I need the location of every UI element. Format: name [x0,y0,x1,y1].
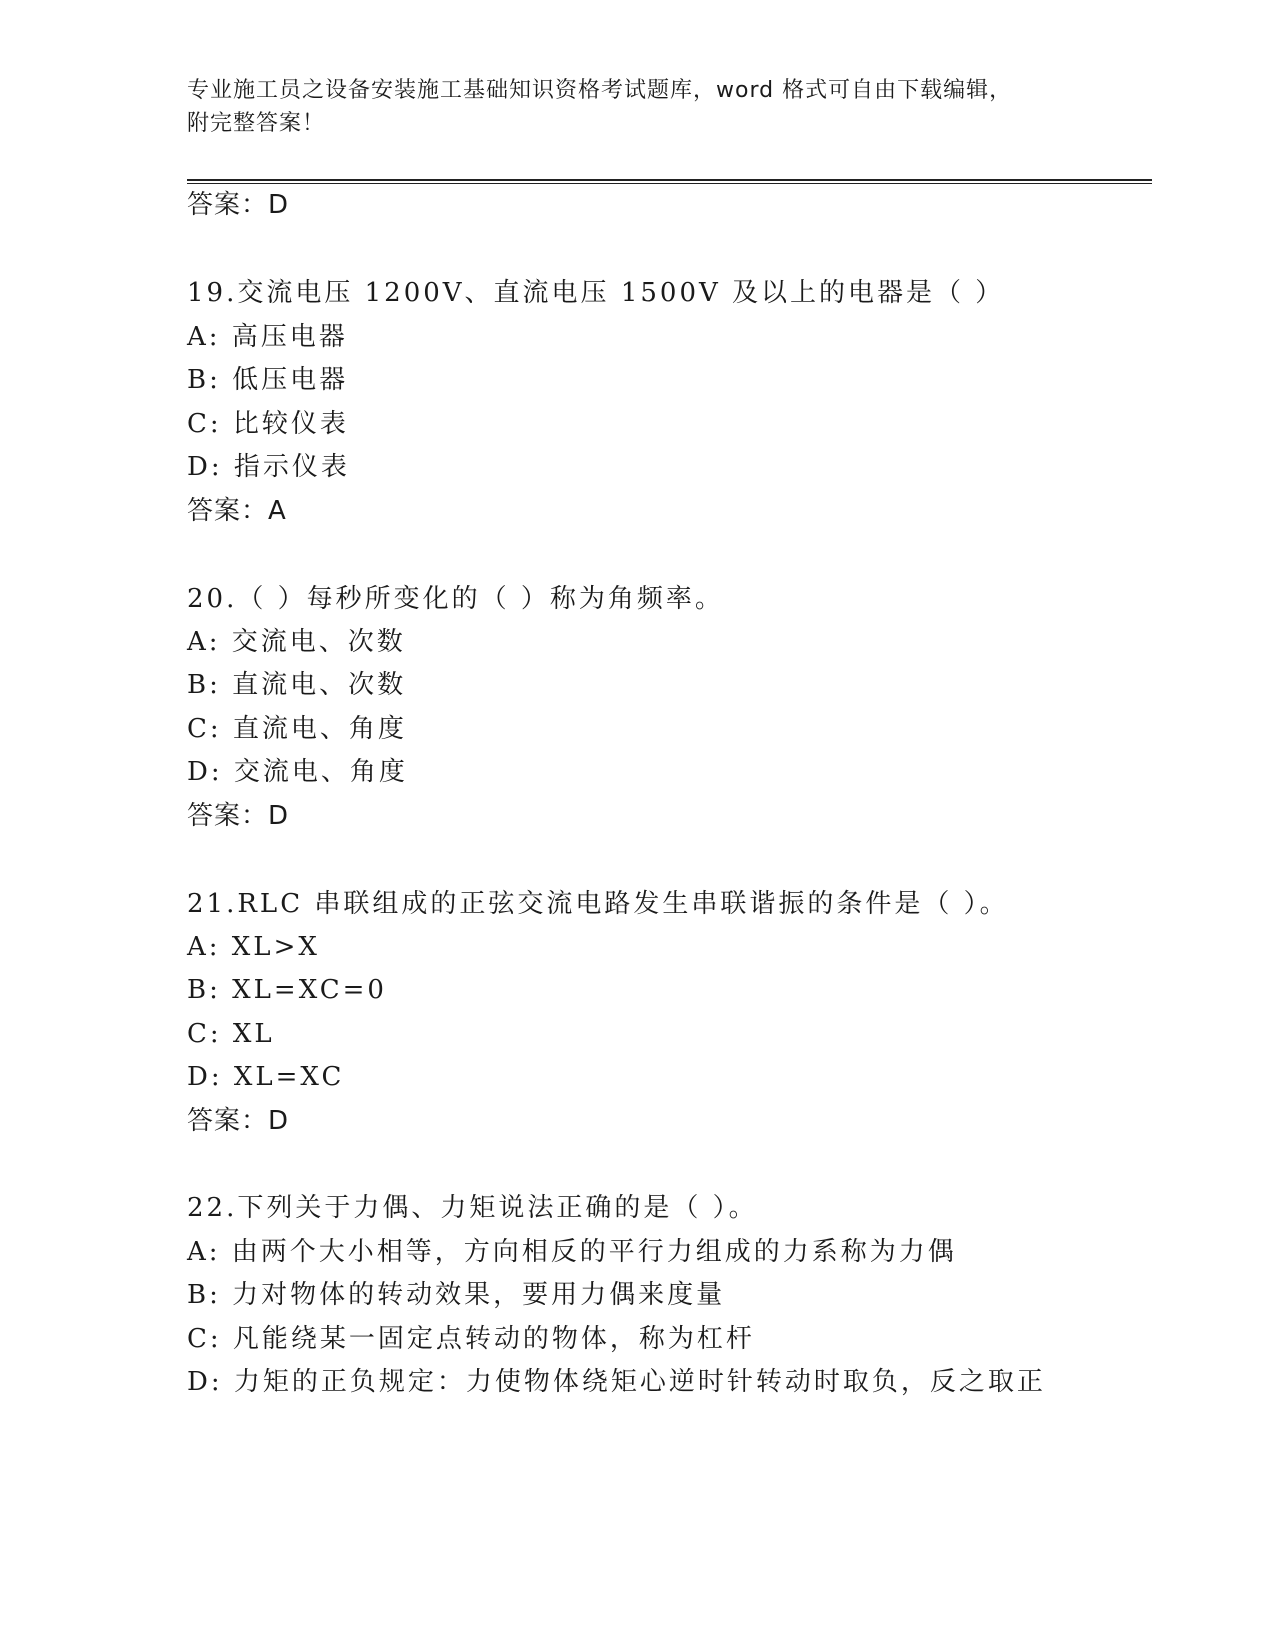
question-21-option-a: A: XL>X [187,932,320,962]
question-20-option-d: D: 交流电、角度 [187,757,408,787]
question-19-stem: 19.交流电压 1200V、直流电压 1500V 及以上的电器是（ ） [187,278,1005,308]
question-19-option-b: B: 低压电器 [187,365,349,395]
page-header [187,74,1087,140]
question-20-stem: 20.（ ）每秒所变化的（ ）称为角频率。 [187,584,724,614]
question-19-option-d: D: 指示仪表 [187,452,350,482]
question-22-option-d: D: 力矩的正负规定：力使物体绕矩心逆时针转动时取负，反之取正 [187,1367,1046,1397]
question-20-option-c: C: 直流电、角度 [187,714,407,744]
question-21-option-d: D: XL=XC [187,1062,345,1092]
question-20-option-b: B: 直流电、次数 [187,670,407,700]
header-divider-thick [187,179,1152,181]
question-20-answer: 答案：D [187,801,290,831]
question-19-answer: 答案：A [187,496,287,526]
answer-previous: 答案：D [187,190,290,220]
question-22-stem: 22.下列关于力偶、力矩说法正确的是（ ）。 [187,1193,758,1223]
question-21-option-b: B: XL=XC=0 [187,975,387,1005]
question-22-option-c: C: 凡能绕某一固定点转动的物体，称为杠杆 [187,1324,755,1354]
question-20-option-a: A: 交流电、次数 [187,627,406,657]
question-21-option-c: C: XL [187,1019,275,1049]
question-21-answer: 答案：D [187,1106,290,1136]
header-line-1: 专业施工员之设备安装施工基础知识资格考试题库，word 格式可自由下载编辑， [187,78,1013,103]
question-19-option-c: C: 比较仪表 [187,409,349,439]
question-22-option-a: A: 由两个大小相等，方向相反的平行力组成的力系称为力偶 [187,1237,957,1267]
header-line-2: 附完整答案！ [187,111,326,136]
question-19-option-a: A: 高压电器 [187,322,348,352]
question-21-stem: 21.RLC 串联组成的正弦交流电路发生串联谐振的条件是（ ）。 [187,889,1009,919]
header-divider-thin [187,183,1152,184]
question-22-option-b: B: 力对物体的转动效果，要用力偶来度量 [187,1280,726,1310]
